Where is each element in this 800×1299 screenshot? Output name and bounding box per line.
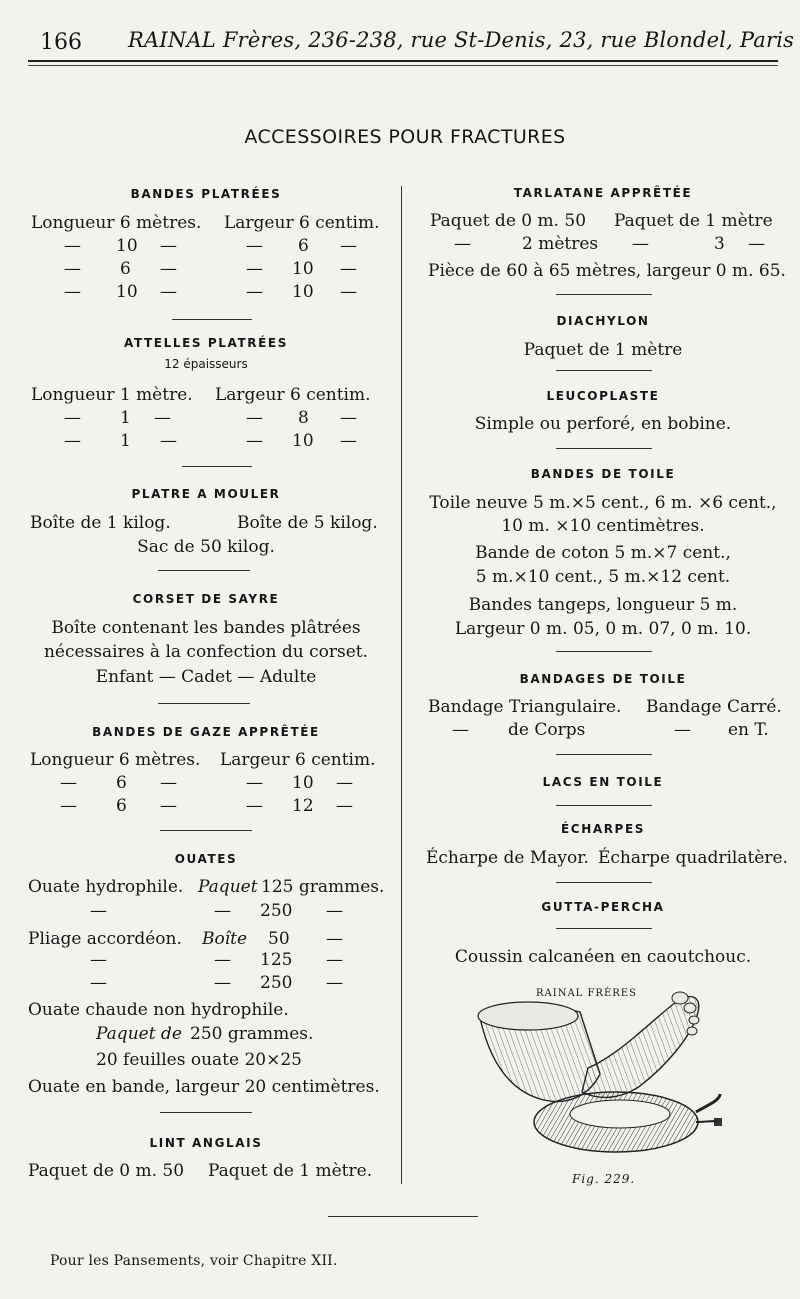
tarlatane-row-2 xyxy=(418,233,788,256)
row-text: Boîte de 1 kilog. xyxy=(30,513,171,533)
row-text: Écharpe de Mayor. xyxy=(426,848,589,868)
value: 125 xyxy=(260,950,293,970)
row-text: 125 grammes. xyxy=(261,877,385,897)
value: 1 xyxy=(120,431,131,451)
section-heading-diachylon: DIACHYLON xyxy=(556,314,650,328)
gutta-line: Coussin calcanéen en caoutchouc. xyxy=(454,947,752,967)
platre-row-2: Sac de 50 kilog. xyxy=(137,537,275,557)
dash: — xyxy=(246,236,263,256)
section-heading-echarpes: ÉCHARPES xyxy=(560,822,645,836)
value: 10 xyxy=(292,259,314,279)
value: 10 xyxy=(116,236,138,256)
separator xyxy=(556,294,652,295)
corset-line-1: Boîte contenant les bandes plâtrées xyxy=(51,618,361,638)
ouates-row-5 xyxy=(28,972,384,995)
value: 1 xyxy=(120,408,131,428)
row-text: Boîte xyxy=(202,929,248,949)
attelles-row-3 xyxy=(28,430,384,453)
value: 3 xyxy=(714,234,725,254)
bandes-platrees-row-3 xyxy=(28,258,384,281)
separator xyxy=(182,466,252,467)
value: 250 xyxy=(260,901,293,921)
dash: — xyxy=(326,929,343,949)
attelles-subheading: 12 épaisseurs xyxy=(164,357,248,371)
section-heading-tarlatane: TARLATANE APPRÊTÉE xyxy=(513,186,693,200)
bandes-toile-line-2: 10 m. ×10 centimètres. xyxy=(501,516,705,536)
value: 6 xyxy=(298,236,309,256)
dash: — xyxy=(246,773,263,793)
value: 6 xyxy=(116,773,127,793)
dash: — xyxy=(246,282,263,302)
column-divider xyxy=(401,186,402,1184)
corset-line-2: nécessaires à la confection du corset. xyxy=(43,642,368,662)
dash: — xyxy=(214,973,231,993)
dash: — xyxy=(340,282,357,302)
row-text: Boîte de 5 kilog. xyxy=(237,513,378,533)
bandes-toile-line-5: Bandes tangeps, longueur 5 m. xyxy=(468,595,738,615)
page-number: 166 xyxy=(40,30,82,55)
separator xyxy=(556,928,652,929)
row-text: Longueur 1 mètre. xyxy=(31,385,193,405)
dash: — xyxy=(64,431,81,451)
section-heading-ouates: OUATES xyxy=(174,852,238,866)
value: 6 xyxy=(116,796,127,816)
ouates-row-4 xyxy=(28,949,384,972)
tarlatane-row-3: Pièce de 60 à 65 mètres, largeur 0 m. 65. xyxy=(428,261,786,281)
dash: — xyxy=(326,973,343,993)
row-text: Largeur 6 centim. xyxy=(224,213,380,233)
dash: — xyxy=(64,408,81,428)
bandes-toile-line-3: Bande de coton 5 m.×7 cent., xyxy=(475,543,731,563)
value: 2 mètres xyxy=(522,234,599,254)
separator xyxy=(556,754,652,755)
separator xyxy=(158,703,250,704)
value: en T. xyxy=(728,720,769,740)
section-heading-lint-anglais: LINT ANGLAIS xyxy=(149,1136,263,1150)
heel-cushion-illustration xyxy=(470,982,730,1160)
dash: — xyxy=(454,234,471,254)
row-text: Pliage accordéon. xyxy=(28,929,182,949)
dash: — xyxy=(90,950,107,970)
section-heading-bandages-de-toile: BANDAGES DE TOILE xyxy=(519,672,687,686)
row-text: Bandage Triangulaire. xyxy=(428,697,622,717)
ouates-row-1 xyxy=(28,876,384,899)
footer-rule xyxy=(328,1216,478,1217)
ouates-row-6: Ouate chaude non hydrophile. xyxy=(28,1000,289,1020)
value: 8 xyxy=(298,408,309,428)
dash: — xyxy=(90,901,107,921)
dash: — xyxy=(160,431,177,451)
dash: — xyxy=(326,950,343,970)
section-heading-corset-de-sayre: CORSET DE SAYRE xyxy=(132,592,280,606)
section-heading-bandes-de-gaze: BANDES DE GAZE APPRÊTÉE xyxy=(92,725,320,739)
section-heading-bandes-platrees: BANDES PLATRÉES xyxy=(130,187,282,201)
bandes-toile-line-6: Largeur 0 m. 05, 0 m. 07, 0 m. 10. xyxy=(454,619,752,639)
header-rule xyxy=(28,60,778,62)
corset-line-3: Enfant — Cadet — Adulte xyxy=(95,667,317,687)
running-head-rest: Frères, 236-238, rue St-Denis, 23, rue Blondel, Paris xyxy=(222,28,795,52)
bandages-row-1 xyxy=(418,696,788,719)
dash: — xyxy=(326,901,343,921)
dash: — xyxy=(340,431,357,451)
section-heading-bandes-de-toile: BANDES DE TOILE xyxy=(530,467,676,481)
section-heading-leucoplaste: LEUCOPLASTE xyxy=(546,389,660,403)
dash: — xyxy=(340,236,357,256)
echarpes-row xyxy=(418,847,788,870)
ouates-row-2 xyxy=(28,900,384,923)
row-text: Paquet de 1 mètre. xyxy=(208,1161,373,1181)
value: 10 xyxy=(116,282,138,302)
value: 10 xyxy=(292,773,314,793)
bandes-toile-line-4: 5 m.×10 cent., 5 m.×12 cent. xyxy=(475,567,731,587)
separator xyxy=(158,570,250,571)
dash: — xyxy=(214,901,231,921)
bandes-platrees-row-2 xyxy=(28,235,384,258)
header-rule-thin xyxy=(28,65,778,66)
dash: — xyxy=(246,408,263,428)
ouates-row-9: Ouate en bande, largeur 20 centimètres. xyxy=(28,1077,380,1097)
dash: — xyxy=(336,773,353,793)
gaze-row-3 xyxy=(28,795,384,818)
figure-caption: Fig. 229. xyxy=(572,1172,636,1186)
section-heading-gutta-percha: GUTTA-PERCHA xyxy=(541,900,665,914)
dash: — xyxy=(340,259,357,279)
row-text: Largeur 6 centim. xyxy=(215,385,371,405)
row-text: Paquet de 0 m. 50 xyxy=(28,1161,185,1181)
attelles-row-2 xyxy=(28,407,384,430)
dash: — xyxy=(60,796,77,816)
dash: — xyxy=(214,950,231,970)
dash: — xyxy=(64,236,81,256)
row-text: Écharpe quadrilatère. xyxy=(598,848,788,868)
value: 12 xyxy=(292,796,314,816)
dash: — xyxy=(160,282,177,302)
dash: — xyxy=(60,773,77,793)
ouates-row-8: 20 feuilles ouate 20×25 xyxy=(96,1050,302,1070)
row-text: Bandage Carré. xyxy=(646,697,782,717)
gaze-row-2 xyxy=(28,772,384,795)
row-text: Largeur 6 centim. xyxy=(220,750,376,770)
dash: — xyxy=(748,234,765,254)
ouates-row-3 xyxy=(28,928,384,951)
dash: — xyxy=(246,796,263,816)
value: 6 xyxy=(120,259,131,279)
value: 10 xyxy=(292,282,314,302)
section-heading-lacs-en-toile: LACS EN TOILE xyxy=(542,775,664,789)
dash: — xyxy=(160,259,177,279)
separator xyxy=(556,805,652,806)
bandages-row-2 xyxy=(418,719,788,742)
separator xyxy=(172,319,252,320)
row-text: Longueur 6 mètres. xyxy=(31,213,202,233)
value: 10 xyxy=(292,431,314,451)
value: 50 xyxy=(268,929,290,949)
dash: — xyxy=(154,408,171,428)
section-heading-platre-a-mouler: PLATRE A MOULER xyxy=(131,487,281,501)
running-head xyxy=(128,28,794,52)
value: 250 xyxy=(260,973,293,993)
dash: — xyxy=(632,234,649,254)
row-text: Ouate hydrophile. xyxy=(28,877,184,897)
dash: — xyxy=(160,773,177,793)
dash: — xyxy=(90,973,107,993)
dash: — xyxy=(340,408,357,428)
dash: — xyxy=(246,431,263,451)
row-text: Paquet de 1 mètre xyxy=(614,211,773,231)
dash: — xyxy=(674,720,691,740)
footer-note: Pour les Pansements, voir Chapitre XII. xyxy=(50,1253,338,1269)
dash: — xyxy=(336,796,353,816)
section-heading-attelles-platrees: ATTELLES PLATRÉES xyxy=(124,336,288,350)
row-text: Paquet xyxy=(198,877,258,897)
bandes-platrees-row-4 xyxy=(28,281,384,304)
foot-on-cushion-drawing xyxy=(470,982,730,1160)
separator xyxy=(556,448,652,449)
diachylon-line: Paquet de 1 mètre xyxy=(523,340,683,360)
bandes-toile-line-1: Toile neuve 5 m.×5 cent., 6 m. ×6 cent., xyxy=(429,493,777,513)
dash: — xyxy=(160,236,177,256)
separator xyxy=(160,830,252,831)
value: de Corps xyxy=(508,720,586,740)
separator xyxy=(160,1112,252,1113)
leucoplaste-line: Simple ou perforé, en bobine. xyxy=(474,414,732,434)
ouates-row-7 xyxy=(28,1023,384,1046)
running-head-name: RAINAL xyxy=(128,28,216,52)
row-text: Paquet de 0 m. 50 xyxy=(430,211,587,231)
separator xyxy=(556,882,652,883)
dash: — xyxy=(160,796,177,816)
page-title: ACCESSOIRES POUR FRACTURES xyxy=(244,126,566,148)
row-text: 250 grammes. xyxy=(190,1024,314,1044)
row-text: Paquet de xyxy=(96,1024,182,1044)
dash: — xyxy=(246,259,263,279)
dash: — xyxy=(64,282,81,302)
maker-label: RAINAL FRÈRES xyxy=(536,988,637,999)
tarlatane-row-1 xyxy=(418,210,788,233)
separator xyxy=(556,370,652,371)
separator xyxy=(556,651,652,652)
row-text: Longueur 6 mètres. xyxy=(30,750,201,770)
dash: — xyxy=(452,720,469,740)
dash: — xyxy=(64,259,81,279)
